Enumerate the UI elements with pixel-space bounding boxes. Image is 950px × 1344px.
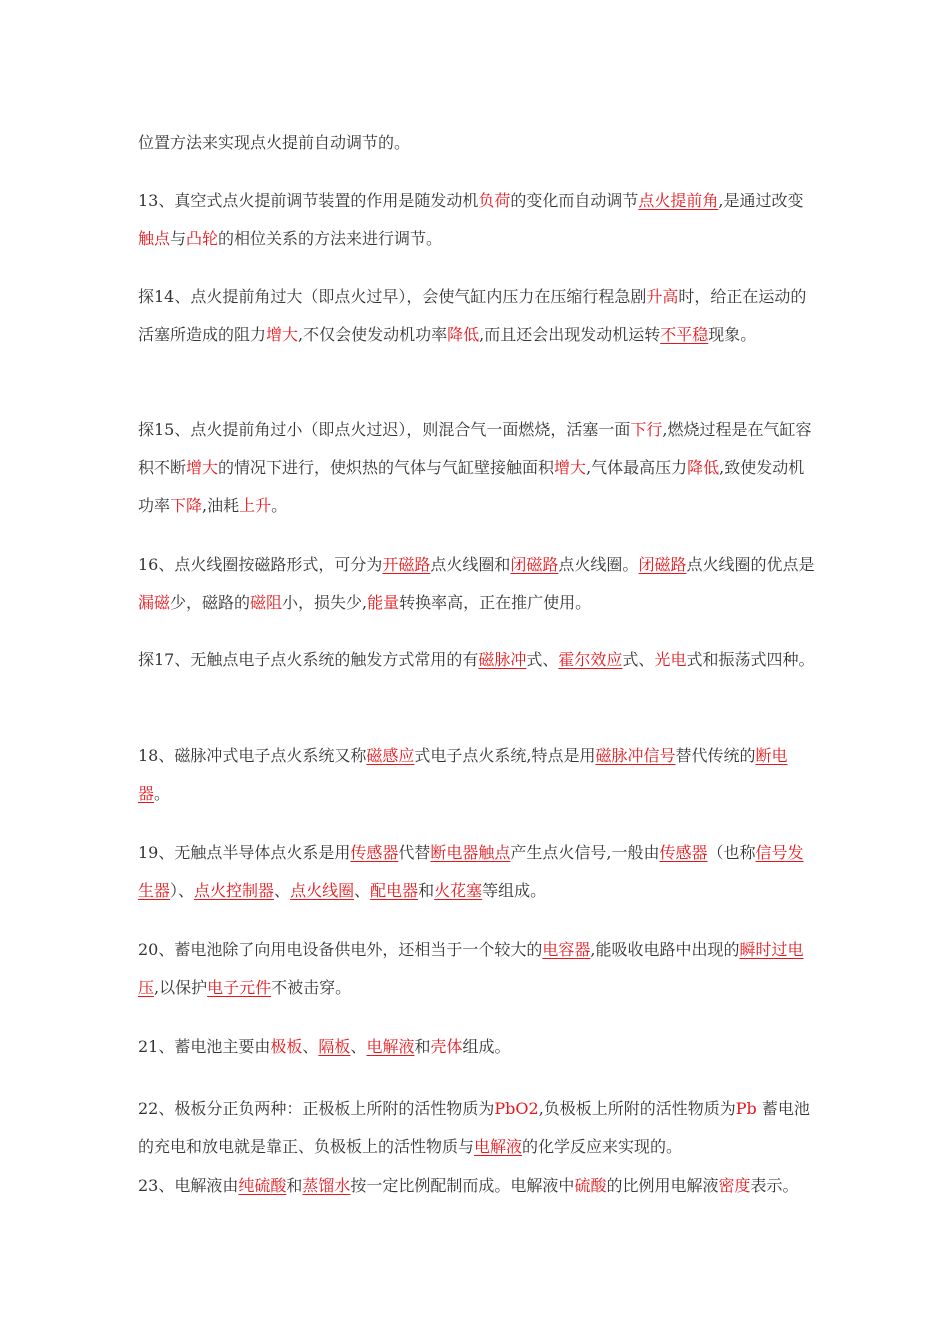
highlighted-term: 下降	[170, 496, 203, 515]
text-run: 等组成。	[482, 881, 547, 900]
text-run: 22、极板分正负两种：正极板上所附的活性物质为	[138, 1099, 495, 1118]
underlined-answer-term: 闭磁路	[638, 555, 687, 574]
text-run: 探17、无触点电子点火系统的触发方式常用的有	[138, 650, 479, 669]
text-run: 式和振荡式四种。	[686, 650, 815, 669]
text-run: 时，给正在运动的活塞所造成的阻力	[138, 287, 807, 344]
text-run: 。	[271, 496, 288, 515]
text-run: 19、无触点半导体点火系是用	[138, 843, 351, 862]
underlined-answer-term: 电解液	[366, 1037, 415, 1056]
text-run: 组成。	[462, 1037, 511, 1056]
paragraph-item-18	[138, 737, 818, 813]
highlighted-term: 下行	[630, 420, 663, 439]
underlined-answer-term: 传感器	[350, 843, 399, 862]
paragraph-intro-fragment	[138, 124, 818, 162]
highlighted-term: 增大	[554, 458, 587, 477]
text-run: 探15、点火提前角过小（即点火过迟），则混合气一面燃烧，活塞一面	[138, 420, 631, 439]
text-run: 13、真空式点火提前调节装置的作用是随发动机	[138, 191, 479, 210]
underlined-answer-term: 磁脉冲信号	[595, 746, 676, 765]
text-run: 式电子点火系统,特点是用	[414, 746, 596, 765]
text-run: 转换率高，正在推广使用。	[399, 593, 592, 612]
text-run: 位置方法来实现点火提前自动调节的。	[138, 133, 411, 152]
text-run: 蓄电池的充电和放电就是靠正、负极板上的活性物质与	[138, 1099, 810, 1156]
text-run: 和	[414, 1037, 431, 1056]
highlighted-term: 增大	[266, 325, 299, 344]
highlighted-term: 硫酸	[574, 1176, 607, 1195]
text-run: 少，磁路的	[170, 593, 251, 612]
highlighted-term: 光电	[654, 650, 687, 669]
highlighted-term: 触点	[138, 229, 171, 248]
underlined-answer-term: 点火线圈	[290, 881, 355, 900]
highlighted-term: 磁阻	[250, 593, 283, 612]
highlighted-term: 降低	[447, 325, 480, 344]
paragraph-item-20	[138, 931, 818, 1007]
text-run: 。	[154, 784, 171, 803]
text-run: 16、点火线圈按磁路形式，可分为	[138, 555, 383, 574]
underlined-answer-term: 磁感应	[366, 746, 415, 765]
text-run: 式、	[622, 650, 655, 669]
paragraph-item-22	[138, 1090, 818, 1166]
text-run: 和	[418, 881, 435, 900]
text-run: 不被击穿。	[271, 978, 352, 997]
underlined-answer-term: 断电器触点	[430, 843, 511, 862]
text-run: 18、磁脉冲式电子点火系统又称	[138, 746, 367, 765]
text-run: ,能吸收电路中出现的	[590, 940, 740, 959]
underlined-answer-term: 传感器	[659, 843, 708, 862]
underlined-answer-term: 不平稳	[660, 325, 709, 344]
text-run: 的比例用电解液	[606, 1176, 719, 1195]
text-run: 按一定比例配制而成。电解液中	[350, 1176, 575, 1195]
paragraph-item-21	[138, 1028, 818, 1066]
underlined-answer-term: 点火提前角	[638, 191, 719, 210]
highlighted-term: 凸轮	[186, 229, 219, 248]
underlined-answer-term: 信号发生器	[138, 843, 804, 900]
text-run: 现象。	[708, 325, 757, 344]
text-run: 产生点火信号,一般由	[510, 843, 660, 862]
paragraph-item-23	[138, 1172, 818, 1200]
highlighted-term: 负荷	[478, 191, 511, 210]
text-run: 点火线圈的优点是	[686, 555, 815, 574]
highlighted-term: 增大	[186, 458, 219, 477]
underlined-answer-term: 磁脉冲	[478, 650, 527, 669]
text-run: ）、	[170, 881, 195, 900]
underlined-answer-term: 开磁路	[382, 555, 431, 574]
text-run: ,以保护	[154, 978, 208, 997]
paragraph-item-16	[138, 546, 818, 622]
text-run: 和	[286, 1176, 303, 1195]
text-run: 点火线圈。	[558, 555, 639, 574]
text-run: ,油耗	[202, 496, 240, 515]
text-run: 、	[350, 1037, 367, 1056]
text-run: 点火线圈和	[430, 555, 511, 574]
text-run: 、	[302, 1037, 319, 1056]
highlighted-term: Pb	[735, 1099, 757, 1118]
highlighted-term: 上升	[239, 496, 272, 515]
highlighted-term: 密度	[718, 1176, 751, 1195]
text-run: ,负极板上所附的活性物质为	[538, 1099, 736, 1118]
text-run: ,而且还会出现发动机运转	[479, 325, 661, 344]
paragraph-item-17	[138, 641, 818, 679]
underlined-answer-term: 霍尔效应	[558, 650, 623, 669]
underlined-answer-term: 纯硫酸	[238, 1176, 287, 1195]
text-run: 表示。	[750, 1176, 799, 1195]
paragraph-item-19	[138, 834, 818, 910]
highlighted-term: 降低	[687, 458, 720, 477]
paragraph-item-13	[138, 182, 818, 258]
underlined-answer-term: 配电器	[370, 881, 419, 900]
text-run: 的化学反应来实现的。	[522, 1137, 683, 1156]
highlighted-term: 能量	[367, 593, 400, 612]
highlighted-term: 极板	[270, 1037, 303, 1056]
highlighted-term: PbO2	[494, 1099, 539, 1118]
text-run: 、	[274, 881, 291, 900]
paragraph-item-15	[138, 411, 818, 525]
text-run: 21、蓄电池主要由	[138, 1037, 271, 1056]
underlined-answer-term: 隔板	[318, 1037, 351, 1056]
text-run: （也称	[707, 843, 756, 862]
underlined-answer-term: 电子元件	[207, 978, 272, 997]
text-run: 代替	[398, 843, 431, 862]
underlined-answer-term: 蒸馏水	[302, 1176, 351, 1195]
text-run: ,气体最高压力	[586, 458, 688, 477]
underlined-answer-term: 火花塞	[434, 881, 483, 900]
text-run: 探14、点火提前角过大（即点火过早），会使气缸内压力在压缩行程急剧	[138, 287, 647, 306]
highlighted-term: 升高	[646, 287, 679, 306]
paragraph-item-14	[138, 278, 818, 354]
underlined-answer-term: 断电器	[138, 746, 788, 803]
text-run: 式、	[526, 650, 559, 669]
text-run: 与	[170, 229, 187, 248]
text-run: ,燃烧过程是在气缸容积不断	[138, 420, 812, 477]
text-run: 20、蓄电池除了向用电设备供电外，还相当于一个较大的	[138, 940, 543, 959]
underlined-answer-term: 点火控制器	[194, 881, 275, 900]
highlighted-term: 漏磁	[138, 593, 171, 612]
text-run: ,致使发动机功率	[138, 458, 805, 515]
text-run: 的情况下进行，使炽热的气体与气缸壁接触面积	[218, 458, 555, 477]
text-run: ,不仅会使发动机功率	[298, 325, 448, 344]
text-run: 、	[354, 881, 371, 900]
highlighted-term: 壳体	[430, 1037, 463, 1056]
underlined-answer-term: 电容器	[542, 940, 591, 959]
text-run: 的变化而自动调节	[510, 191, 639, 210]
text-run: 的相位关系的方法来进行调节。	[218, 229, 443, 248]
underlined-answer-term: 瞬时过电压	[138, 940, 804, 997]
text-run: ,是通过改变	[718, 191, 804, 210]
underlined-answer-term: 闭磁路	[510, 555, 559, 574]
underlined-answer-term: 电解液	[474, 1137, 523, 1156]
text-run: 小，损失少,	[282, 593, 368, 612]
text-run: 23、电解液由	[138, 1176, 239, 1195]
text-run: 替代传统的	[675, 746, 756, 765]
